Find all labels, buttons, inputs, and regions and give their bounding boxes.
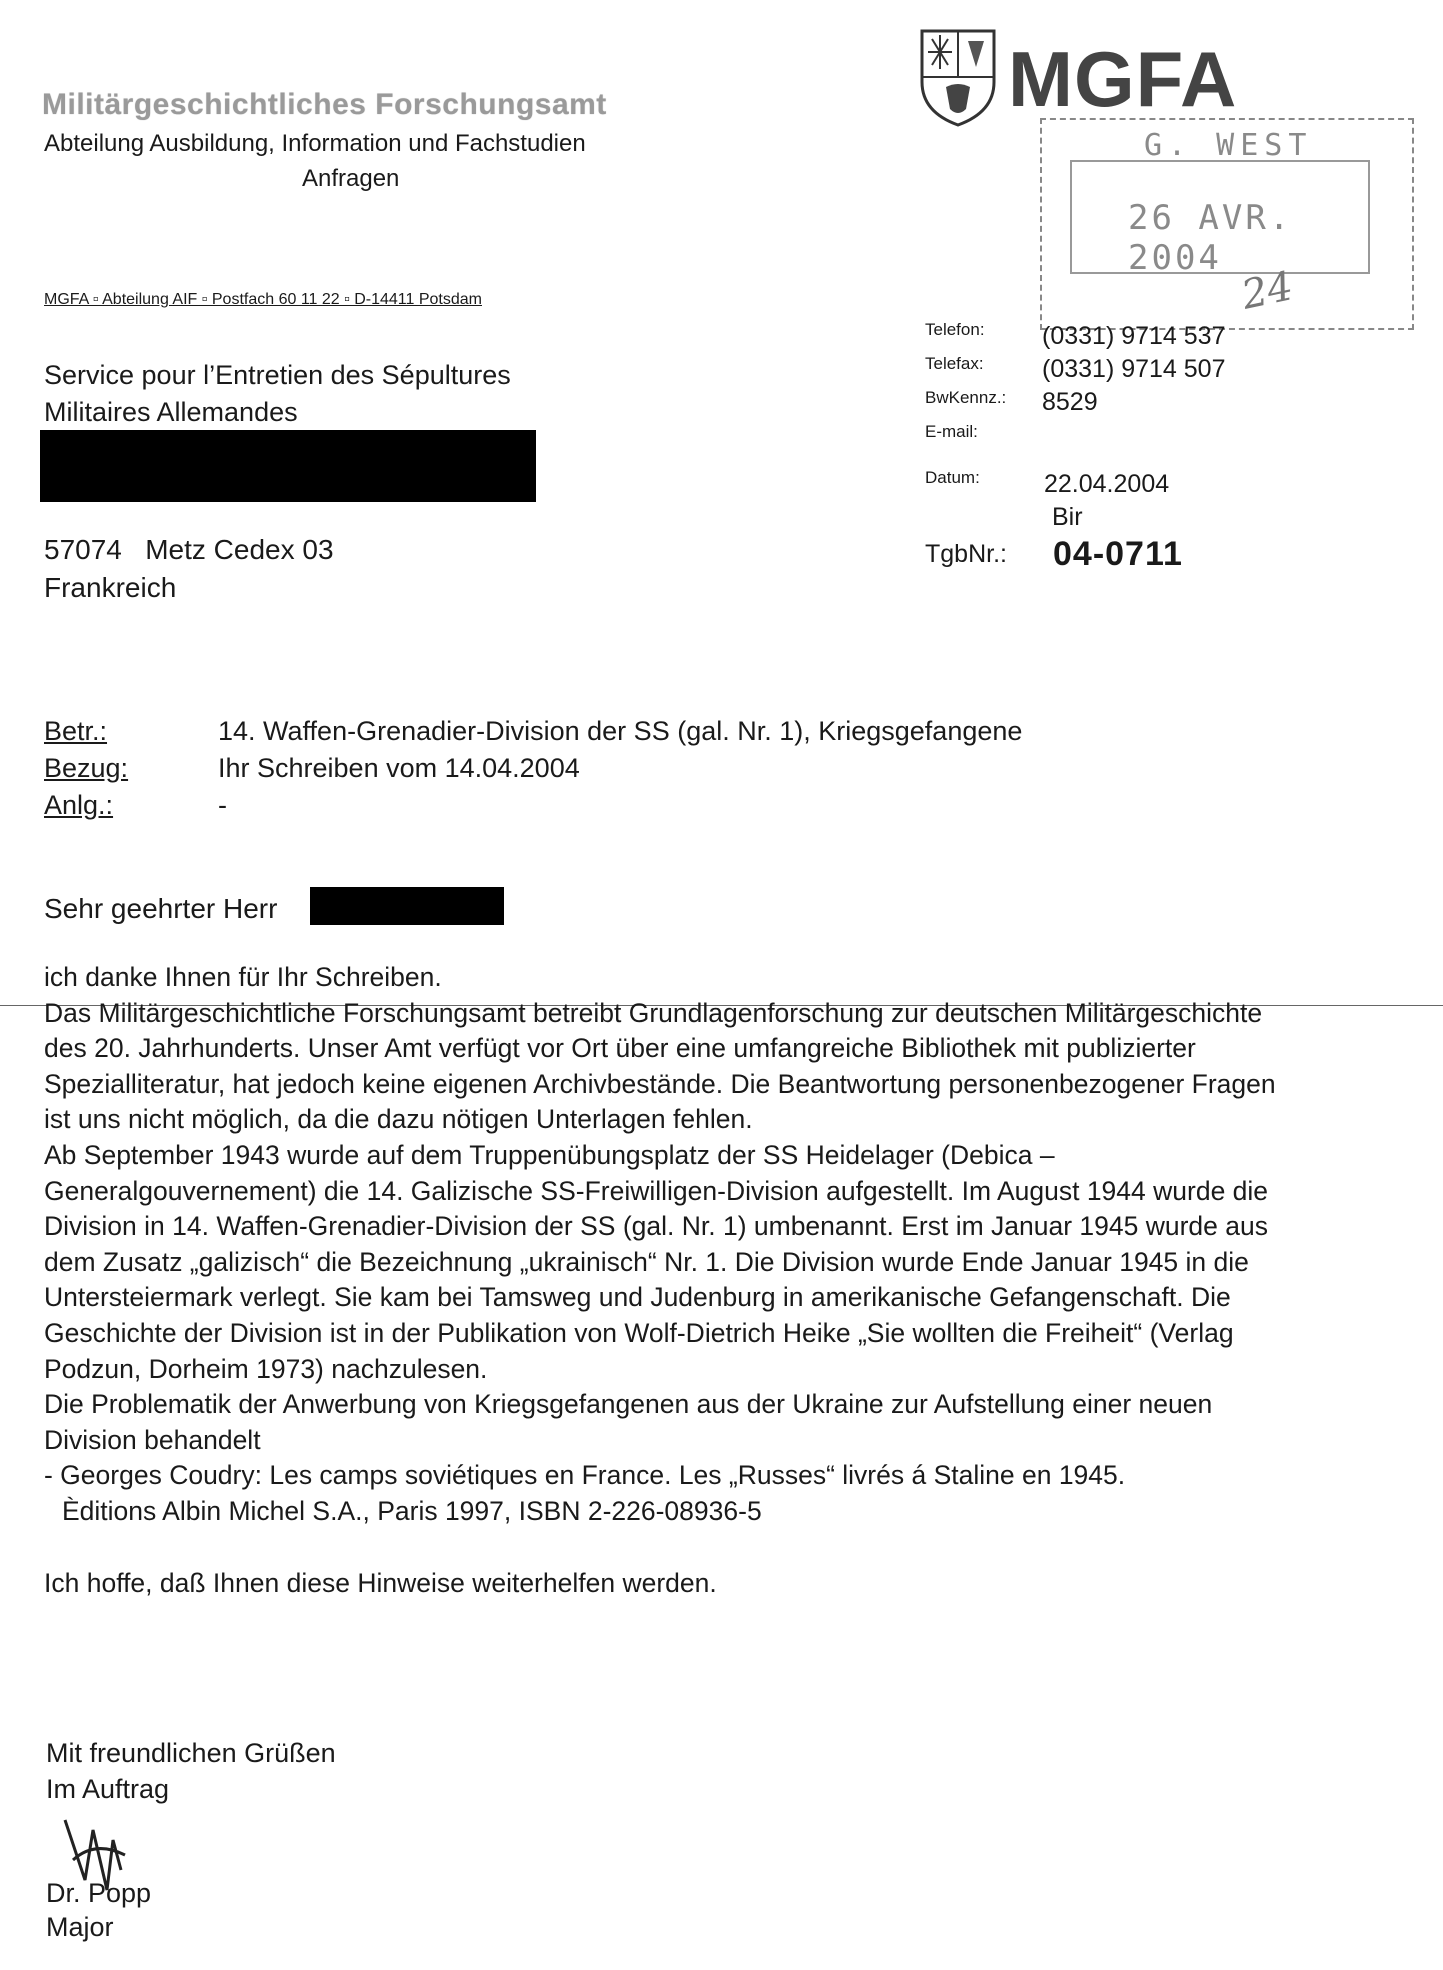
datum-label: Datum:: [925, 468, 980, 487]
body-paragraph: Das Militärgeschichtliche Forschungsamt betreibt Grundlagenforschung zur deutschen Militärgeschichte des 20. Jahrhunderts. Unser Amt verfügt vor Ort über eine umfangreiche Bibliothek mit publizierter Spezialliteratur, hat jedoch keine eigenen Archivbestände. Die Beantwortung personenbezogener Fragen ist uns nicht möglich, da die dazu nötigen Unterlagen fehlen.: [44, 997, 1276, 1135]
redaction-bar-name: [310, 887, 504, 925]
signatory-rank: Major: [46, 1912, 114, 1942]
datum-initials: Bir: [1052, 503, 1083, 531]
spacer: [44, 1530, 1294, 1566]
mgfa-logo: [918, 22, 1258, 132]
bezug-value: Ihr Schreiben vom 14.04.2004: [218, 753, 580, 783]
betr-value: 14. Waffen-Grenadier-Division der SS (gal. Nr. 1), Kriegsgefangene: [218, 716, 1023, 746]
recipient-line2: Militaires Allemandes: [44, 397, 298, 427]
recipient-postal: 57074 Metz Cedex 03: [44, 534, 334, 565]
received-stamp: [1040, 118, 1414, 330]
subdepartment-name: Anfragen: [302, 165, 400, 192]
tgb-value: 04-0711: [1053, 535, 1183, 573]
coat-of-arms-icon: [918, 27, 998, 127]
body-paragraph: Die Problematik der Anwerbung von Kriegsgefangenen aus der Ukraine zur Aufstellung einer neuen Division behandelt: [44, 1389, 1213, 1455]
betr-label: Betr.:: [44, 716, 108, 746]
sender-address-line: MGFA ▫ Abteilung AIF ▫ Postfach 60 11 22 ▫ D-14411 Potsdam: [44, 291, 482, 308]
logo-text: MGFA: [1008, 35, 1238, 123]
recipient-block: [44, 357, 511, 431]
anlg-label: Anlg.:: [44, 790, 114, 820]
salutation: Sehr geehrter Herr: [44, 893, 278, 924]
organization-name: Militärgeschichtliches Forschungsamt: [42, 88, 607, 121]
letter-body: [44, 960, 1294, 1601]
body-paragraph: ich danke Ihnen für Ihr Schreiben.: [44, 962, 442, 992]
telefax-value: (0331) 9714 507: [1042, 355, 1226, 383]
body-paragraph: - Georges Coudry: Les camps soviétiques en France. Les „Russes“ livrés á Staline en 1945.: [44, 1460, 1126, 1491]
email-label: E-mail:: [925, 422, 978, 441]
closing-block: [46, 1735, 336, 1807]
signatory: [46, 1876, 151, 1944]
bwkennz-value: 8529: [1042, 388, 1098, 416]
closing-on-behalf: Im Auftrag: [46, 1774, 170, 1804]
bezug-label: Bezug:: [44, 753, 129, 783]
signatory-name: Dr. Popp: [46, 1878, 152, 1908]
stamp-date-box: [1070, 160, 1370, 278]
body-paragraph: Ab September 1943 wurde auf dem Truppenübungsplatz der SS Heidelager (Debica – Generalgouvernement) die 14. Galizische SS-Freiwilligen-Division aufgestellt. Im August 1944 wurde die Division in 14. Waffen-Grenadier-Division der SS (gal. Nr. 1) umbenannt. Erst im Januar 1945 wurde aus dem Zusatz „galizisch“ die Bezeichnung „ukrainisch“ Nr. 1. Die Division wurde Ende Januar 1945 in die Untersteiermark verlegt. Sie kam bei Tamsweg und Judenburg in amerikanische Gefangenschaft. Die Geschichte der Division ist in der Publikation von Wolf-Dietrich Heike „Sie wollten die Freiheit“ (Verlag Podzun, Dorheim 1973) nachzulesen.: [44, 1139, 1269, 1384]
stamp-handwritten-mark: 24: [1237, 263, 1298, 319]
closing-greeting: Mit freundlichen Grüßen: [46, 1738, 336, 1768]
recipient-line1: Service pour l’Entretien des Sépultures: [44, 360, 511, 390]
body-paragraph: Èditions Albin Michel S.A., Paris 1997, ISBN 2-226-08936-5: [62, 1495, 762, 1526]
telefax-label: Telefax:: [925, 354, 984, 373]
bwkennz-label: BwKennz.:: [925, 388, 1007, 407]
closing-hope: Ich hoffe, daß Ihnen diese Hinweise weiterhelfen werden.: [44, 1567, 717, 1598]
department-name: Abteilung Ausbildung, Information und Fachstudien: [44, 130, 586, 157]
telefon-label: Telefon:: [925, 320, 985, 339]
stamp-date: 26 AVR. 2004: [1128, 198, 1293, 278]
tgb-label: TgbNr.:: [925, 540, 1007, 568]
recipient-country: Frankreich: [44, 572, 177, 603]
telefon-value: (0331) 9714 537: [1042, 322, 1226, 350]
redaction-bar: [40, 430, 536, 502]
anlg-value: -: [218, 790, 227, 820]
datum-value: 22.04.2004: [1044, 470, 1170, 498]
stamp-office: G. WEST: [1144, 128, 1313, 163]
